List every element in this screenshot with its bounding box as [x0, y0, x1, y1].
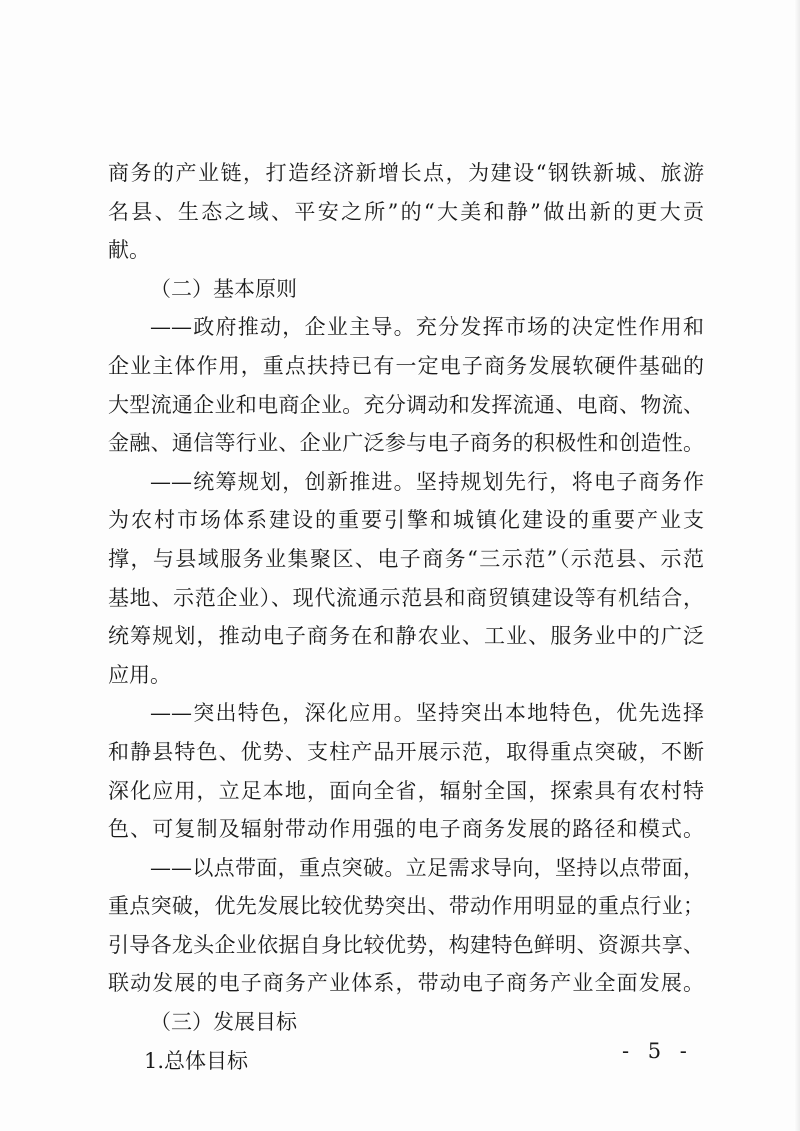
text-line: 和静县特色、优势、支柱产品开展示范，取得重点突破，不断 [108, 739, 704, 764]
text-line: 引导各龙头企业依据自身比较优势，构建特色鲜明、资源共享、 [108, 932, 704, 957]
text-line: 为农村市场体系建设的重要引擎和城镇化建设的重要产业支 [108, 508, 704, 533]
text-line: 商务的产业链，打造经济新增长点，为建设“钢铁新城、旅游 [108, 161, 704, 185]
page-number: - 5 - [622, 1039, 693, 1063]
text-line: 应用。 [108, 662, 171, 687]
paragraph-first-line: ——统筹规划，创新推进。坚持规划先行，将电子商务作 [150, 469, 704, 494]
text-line: 金融、通信等行业、企业广泛参与电子商务的积极性和创造性。 [108, 431, 704, 456]
text-line: 撑，与县域服务业集聚区、电子商务“三示范”（示范县、示范 [108, 546, 704, 571]
paragraph-first-line: ——突出特色，深化应用。坚持突出本地特色，优先选择 [150, 701, 704, 726]
text-line: 献。 [108, 238, 150, 263]
section-heading: （二）基本原则 [150, 276, 297, 301]
text-line: 色、可复制及辐射带动作用强的电子商务发展的路径和模式。 [108, 817, 704, 842]
document-body [108, 154, 704, 1080]
subsection-heading: 1.总体目标 [144, 1048, 249, 1073]
section-heading: （三）发展目标 [150, 1010, 297, 1035]
text-line: 深化应用，立足本地，面向全省，辐射全国，探索具有农村特 [108, 778, 704, 803]
text-line: 重点突破，优先发展比较优势突出、带动作用明显的重点行业； [108, 894, 704, 919]
text-line: 基地、示范企业）、现代流通示范县和商贸镇建设等有机结合， [108, 585, 704, 610]
page-edge-shadow [794, 0, 800, 1131]
text-line: 联动发展的电子商务产业体系，带动电子商务产业全面发展。 [108, 971, 704, 996]
paragraph-first-line: ——以点带面，重点突破。立足需求导向，坚持以点带面， [150, 855, 704, 880]
text-line: 企业主体作用，重点扶持已有一定电子商务发展软硬件基础的 [108, 353, 704, 378]
paragraph-first-line: ——政府推动，企业主导。充分发挥市场的决定性作用和 [150, 315, 704, 340]
text-line: 统筹规划，推动电子商务在和静农业、工业、服务业中的广泛 [108, 624, 704, 649]
text-line: 名县、生态之域、平安之所”的“大美和静”做出新的更大贡 [108, 199, 704, 224]
text-line: 大型流通企业和电商企业。充分调动和发挥流通、电商、物流、 [108, 392, 704, 417]
